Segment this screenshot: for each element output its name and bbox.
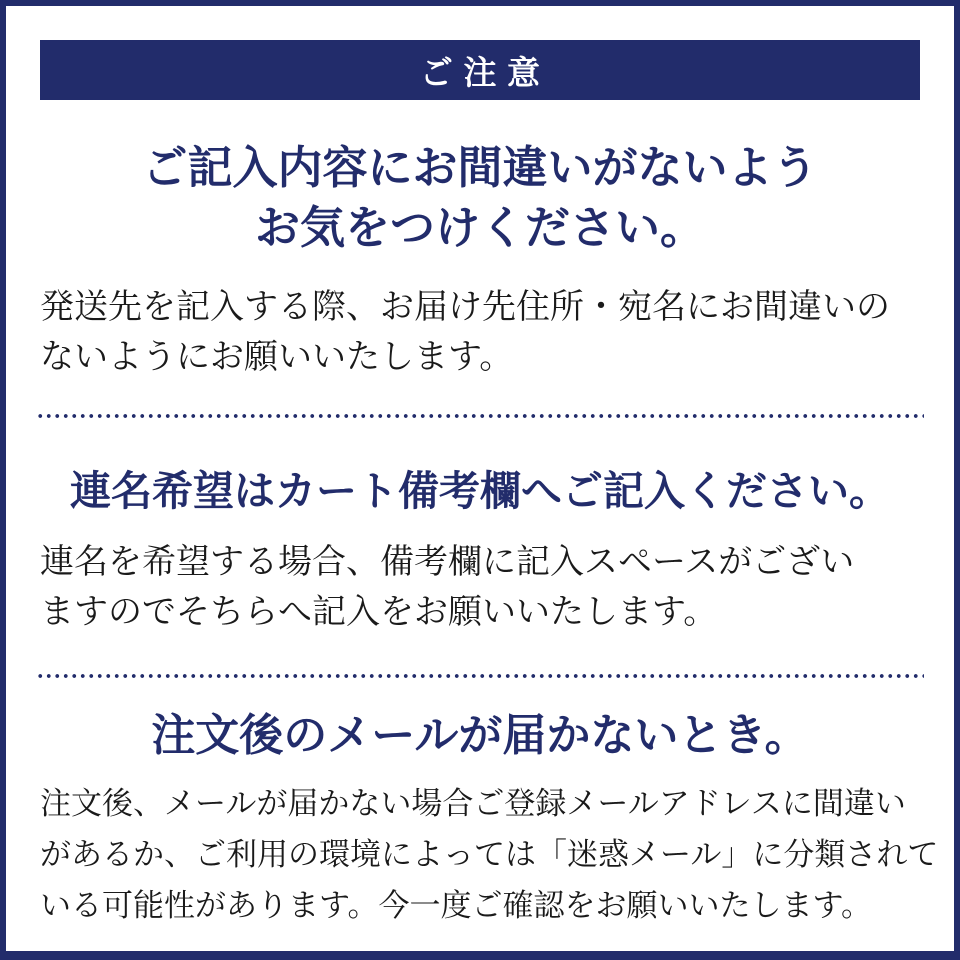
section-3-body-line-1: 注文後、メールが届かない場合ご登録メールアドレスに間違い (40, 786, 906, 821)
notice-header-bar (40, 40, 920, 100)
section-3-body-line-2: があるか、ご利用の環境によっては「迷惑メール」に分類されて (40, 837, 939, 872)
dotted-divider-2 (36, 672, 924, 680)
section-1-body-line-1: 発送先を記入する際、お届け先住所・宛名にお間違いの (40, 288, 890, 326)
section-2-heading (6, 464, 954, 518)
section-3-body (40, 778, 939, 931)
section-2-body (40, 537, 934, 637)
section-1-heading-line-1: ご記入内容にお間違いがないよう (142, 142, 818, 193)
section-1-body-line-2: ないようにお願いいたします。 (40, 338, 514, 376)
section-2-heading-line-1: 連名希望はカート備考欄へご記入ください。 (70, 468, 890, 514)
section-1-body (40, 282, 934, 382)
section-2-body-line-1: 連名を希望する場合、備考欄に記入スペースがござい (40, 543, 855, 581)
section-3-heading (6, 708, 954, 764)
section-3-body-line-3: いる可能性があります。今一度ご確認をお願いいたします。 (40, 888, 873, 923)
dotted-divider-1 (36, 412, 924, 420)
notice-header-title: ご注意 (419, 53, 551, 91)
section-1-heading (6, 138, 954, 258)
section-2-body-line-2: ますのでそちらへ記入をお願いいたします。 (40, 593, 718, 631)
section-1-heading-line-2: お気をつけください。 (254, 202, 705, 253)
section-3-heading-line-1: 注文後のメールが届かないとき。 (151, 711, 809, 760)
